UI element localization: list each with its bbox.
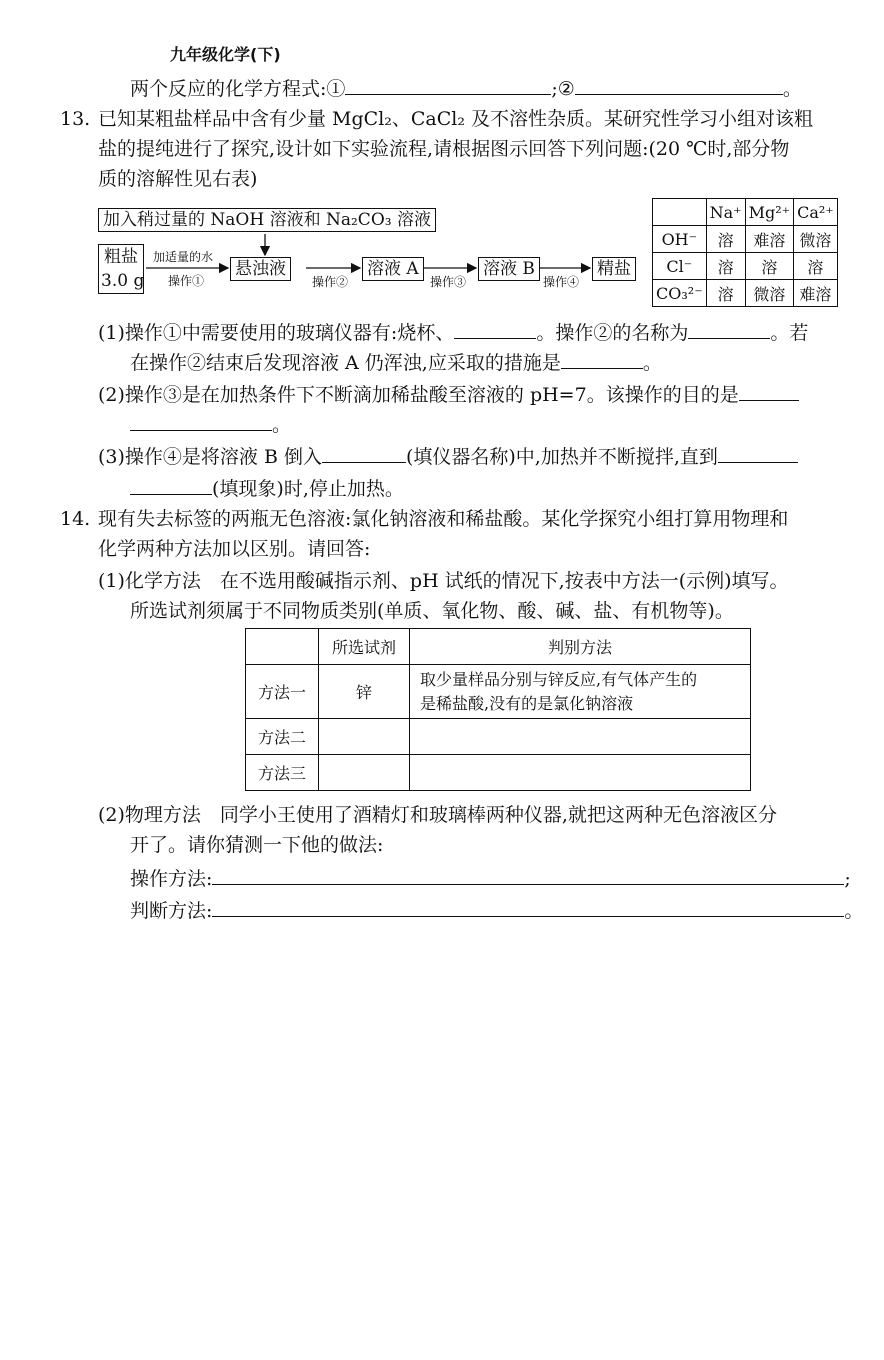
q13-sub2-text-b: 。 [272,414,292,436]
q13-sub2-blank-a[interactable] [739,378,799,401]
q13-stem-line-1: 已知某粗盐样品中含有少量 MgCl₂、CaCl₂ 及不溶性杂质。某研究性学习小组对该粗 [98,108,814,130]
q14-judge-end: 。 [844,900,864,922]
q13-sub3-blank-2a[interactable] [718,440,798,463]
method-row-2 [246,719,751,755]
solubility-col-na: Na⁺ [706,199,745,226]
q13-sub1-line-2 [130,346,662,378]
q13-sub1-line-1 [98,316,808,348]
q13-number: 13. [60,108,91,130]
q13-stem-line-3: 质的溶解性见右表) [98,168,258,190]
q12-prefix: 两个反应的化学方程式:① [130,78,346,100]
solubility-row [653,226,838,253]
method-2-reagent-cell[interactable] [319,719,410,755]
method-row-1 [246,665,751,719]
method-3-reagent-cell[interactable] [319,755,410,791]
q13-sub3-line-1 [98,440,798,472]
flow-op4-label: 操作④ [543,275,580,289]
q13-sub3-blank-2b[interactable] [130,472,212,495]
method-1-judge [410,665,751,719]
flow-end-box: 精盐 [592,257,636,281]
flow-suspension-box: 悬浊液 [230,257,291,281]
method-1-label: 方法一 [246,665,319,719]
q14-stem-line-2: 化学两种方法加以区别。请回答: [98,538,371,560]
solubility-header-row [653,199,838,226]
solubility-col-mg: Mg²⁺ [745,199,793,226]
q13-sub2-text-a: (2)操作③是在加热条件下不断滴加稀盐酸至溶液的 pH=7。该操作的目的是 [98,384,739,406]
q12-end: 。 [782,78,802,100]
solubility-col-ca: Ca²⁺ [794,199,838,226]
method-1-judge-line-2: 是稀盐酸,没有的是氯化钠溶液 [420,693,634,713]
solubility-cell: Cl⁻ [653,253,707,280]
q14-sub2-line-2: 开了。请你猜测一下他的做法: [130,834,384,856]
q13-sub3-text-a: (3)操作④是将溶液 B 倒入 [98,446,322,468]
q13-sub3-blank-1[interactable] [322,440,406,463]
solubility-cell: CO₃²⁻ [653,280,707,307]
q14-operation-blank[interactable] [212,862,844,885]
flow-op3-label: 操作③ [430,275,467,289]
method-head-reagent: 所选试剂 [319,629,410,665]
method-header-row [246,629,751,665]
solubility-cell: 溶 [745,253,793,280]
method-2-label: 方法二 [246,719,319,755]
solubility-row [653,253,838,280]
method-2-judge-cell[interactable] [410,719,751,755]
solubility-corner [653,199,707,226]
q14-stem-line-1: 现有失去标签的两瓶无色溶液:氯化钠溶液和稀盐酸。某化学探究小组打算用物理和 [98,508,789,530]
q13-sub1-text-c: 。若 [770,322,809,344]
solubility-cell: 难溶 [745,226,793,253]
q14-judge-line [130,894,863,926]
method-table [245,628,751,791]
q13-sub2-line-1 [98,378,799,410]
flow-reagent-box: 加入稍过量的 NaOH 溶液和 Na₂CO₃ 溶液 [98,208,436,232]
q13-sub1-blank-3[interactable] [561,346,643,369]
q13-sub1-text-d: 在操作②结束后发现溶液 A 仍浑浊,应采取的措施是 [130,352,561,374]
solubility-cell: 难溶 [794,280,838,307]
flow-solution-b-box: 溶液 B [478,257,540,281]
q13-sub3-text-c: (填现象)时,停止加热。 [212,478,404,500]
solubility-table [652,198,838,307]
method-head-corner [246,629,319,665]
q13-sub1-text-b: 。操作②的名称为 [536,322,689,344]
q14-number: 14. [60,508,91,530]
flow-water-label: 加适量的水 [153,250,214,264]
solubility-cell: 溶 [794,253,838,280]
solubility-cell: OH⁻ [653,226,707,253]
solubility-cell: 微溶 [794,226,838,253]
q14-sub1-line-2: 所选试剂须属于不同物质类别(单质、氧化物、酸、碱、盐、有机物等)。 [130,600,734,622]
q13-stem-line-2: 盐的提纯进行了探究,设计如下实验流程,请根据图示回答下列问题:(20 ℃时,部分物 [98,138,790,160]
q14-operation-end: ; [844,868,851,890]
page-header: 九年级化学(下) [170,45,281,64]
solubility-cell: 溶 [706,253,745,280]
solubility-cell: 微溶 [745,280,793,307]
solubility-cell: 溶 [706,226,745,253]
q13-sub3-text-b: (填仪器名称)中,加热并不断搅拌,直到 [405,446,718,468]
q14-judge-blank[interactable] [212,894,844,917]
flow-op1-label: 操作① [168,274,205,288]
q14-operation-line [130,862,851,894]
flow-solution-a-box: 溶液 A [362,257,424,281]
method-3-label: 方法三 [246,755,319,791]
q14-operation-label: 操作方法: [130,868,213,890]
q14-judge-label: 判断方法: [130,900,213,922]
q13-sub2-blank-b[interactable] [130,408,272,431]
solubility-cell: 溶 [706,280,745,307]
q13-sub1-text-a: (1)操作①中需要使用的玻璃仪器有:烧杯、 [98,322,455,344]
q14-sub2-line-1: (2)物理方法 同学小王使用了酒精灯和玻璃棒两种仪器,就把这两种无色溶液区分 [98,804,777,826]
q13-sub1-blank-1[interactable] [454,316,536,339]
q13-sub2-line-2 [130,408,291,440]
method-1-judge-line-1: 取少量样品分别与锌反应,有气体产生的 [420,669,698,689]
method-head-judge: 判别方法 [410,629,751,665]
method-3-judge-cell[interactable] [410,755,751,791]
q12-mid: ;② [551,78,575,100]
q14-sub1-line-1: (1)化学方法 在不选用酸碱指示剂、pH 试纸的情况下,按表中方法一(示例)填写。 [98,570,789,592]
flow-op2-label: 操作② [312,275,349,289]
q13-sub1-text-e: 。 [642,352,662,374]
flow-start-label: 粗盐 [104,247,138,267]
method-1-reagent: 锌 [319,665,410,719]
method-row-3 [246,755,751,791]
q13-sub3-line-2 [130,472,404,504]
flow-start-mass: 3.0 g [101,271,145,291]
q13-sub1-blank-2[interactable] [688,316,770,339]
solubility-row [653,280,838,307]
